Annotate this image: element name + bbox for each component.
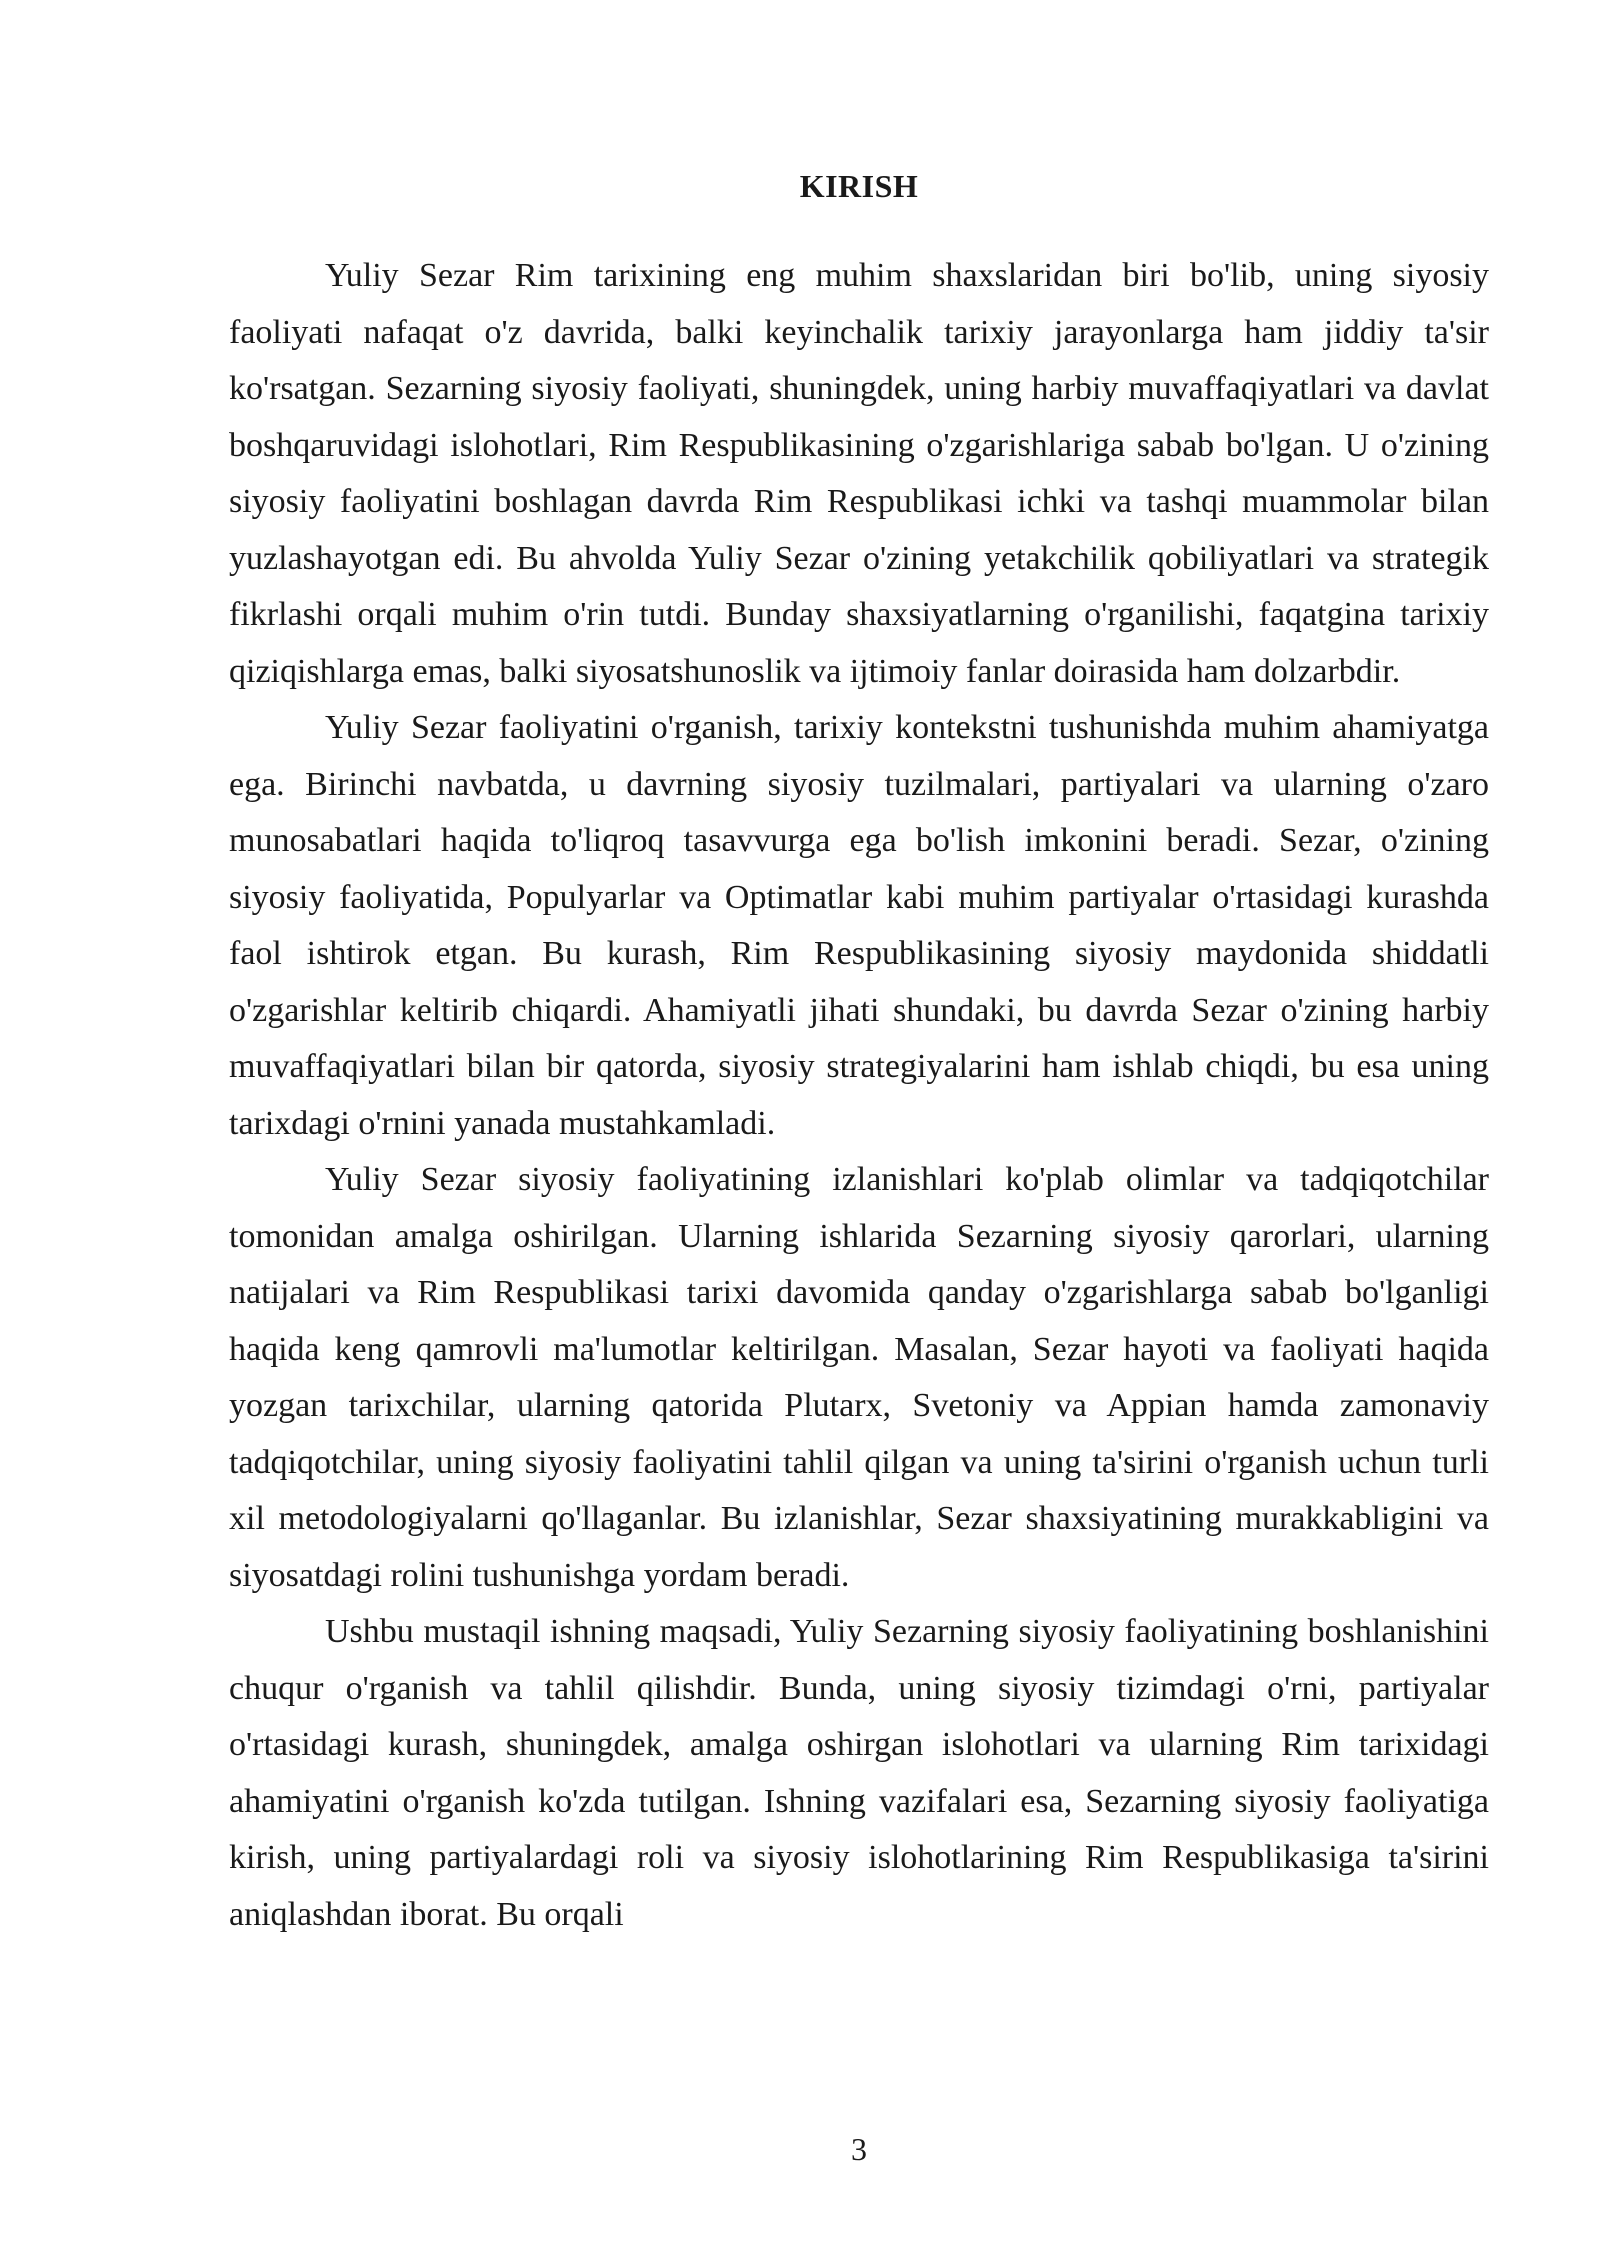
paragraph-4: Ushbu mustaqil ishning maqsadi, Yuliy Sezarning siyosiy faoliyatining boshlanishini chuqur o'rganish va tahlil qilishdir. Bunda, uning siyosiy tizimdagi o'rni, partiyalar o'rtasidagi kurash, shuningdek, amalga oshirgan islohotlari va ularning Rim tarixidagi ahamiyatini o'rganish ko'zda tutilgan. Ishning vazifalari esa, Sezarning siyosiy faoliyatiga kirish, uning partiyalardagi roli va siyosiy islohotlarining Rim Respublikasiga ta'sirini aniqlashdan iborat. Bu orqali — [229, 1613, 1489, 1933]
body-text — [229, 248, 1489, 1943]
section-heading: KIRISH — [799, 168, 919, 204]
page-number: 3 — [851, 2131, 867, 2167]
paragraph-1: Yuliy Sezar Rim tarixining eng muhim shaxslaridan biri bo'lib, uning siyosiy faoliyati nafaqat o'z davrida, balki keyinchalik tarixiy jarayonlarga ham jiddiy ta'sir ko'rsatgan. Sezarning siyosiy faoliyati, shuningdek, uning harbiy muvaffaqiyatlari va davlat boshqaruvidagi islohotlari, Rim Respublikasining o'zgarishlariga sabab bo'lgan. U o'zining siyosiy faoliyatini boshlagan davrda Rim Respublikasi ichki va tashqi muammolar bilan yuzlashayotgan edi. Bu ahvolda Yuliy Sezar o'zining yetakchilik qobiliyatlari va strategik fikrlashi orqali muhim o'rin tutdi. Bunday shaxsiyatlarning o'rganilishi, faqatgina tarixiy qiziqishlarga emas, balki siyosatshunoslik va ijtimoiy fanlar doirasida ham dolzarbdir. — [229, 257, 1489, 690]
paragraph-2: Yuliy Sezar faoliyatini o'rganish, tarixiy kontekstni tushunishda muhim ahamiyatga ega. Birinchi navbatda, u davrning siyosiy tuzilmalari, partiyalari va ularning o'zaro munosabatlari haqida to'liqroq tasavvurga ega bo'lish imkonini beradi. Sezar, o'zining siyosiy faoliyatida, Populyarlar va Optimatlar kabi muhim partiyalar o'rtasidagi kurashda faol ishtirok etgan. Bu kurash, Rim Respublikasining siyosiy maydonida shiddatli o'zgarishlar keltirib chiqardi. Ahamiyatli jihati shundaki, bu davrda Sezar o'zining harbiy muvaffaqiyatlari bilan bir qatorda, siyosiy strategiyalarini ham ishlab chiqdi, bu esa uning tarixdagi o'rnini yanada mustahkamladi. — [229, 709, 1489, 1142]
paragraph-3: Yuliy Sezar siyosiy faoliyatining izlanishlari ko'plab olimlar va tadqiqotchilar tomonidan amalga oshirilgan. Ularning ishlarida Sezarning siyosiy qarorlari, ularning natijalari va Rim Respublikasi tarixi davomida qanday o'zgarishlarga sabab bo'lganligi haqida keng qamrovli ma'lumotlar keltirilgan. Masalan, Sezar hayoti va faoliyati haqida yozgan tarixchilar, ularning qatorida Plutarx, Svetoniy va Appian hamda zamonaviy tadqiqotchilar, uning siyosiy faoliyatini tahlil qilgan va uning ta'sirini o'rganish uchun turli xil metodologiyalarni qo'llaganlar. Bu izlanishlar, Sezar shaxsiyatining murakkabligini va siyosatdagi rolini tushunishga yordam beradi. — [229, 1161, 1489, 1594]
